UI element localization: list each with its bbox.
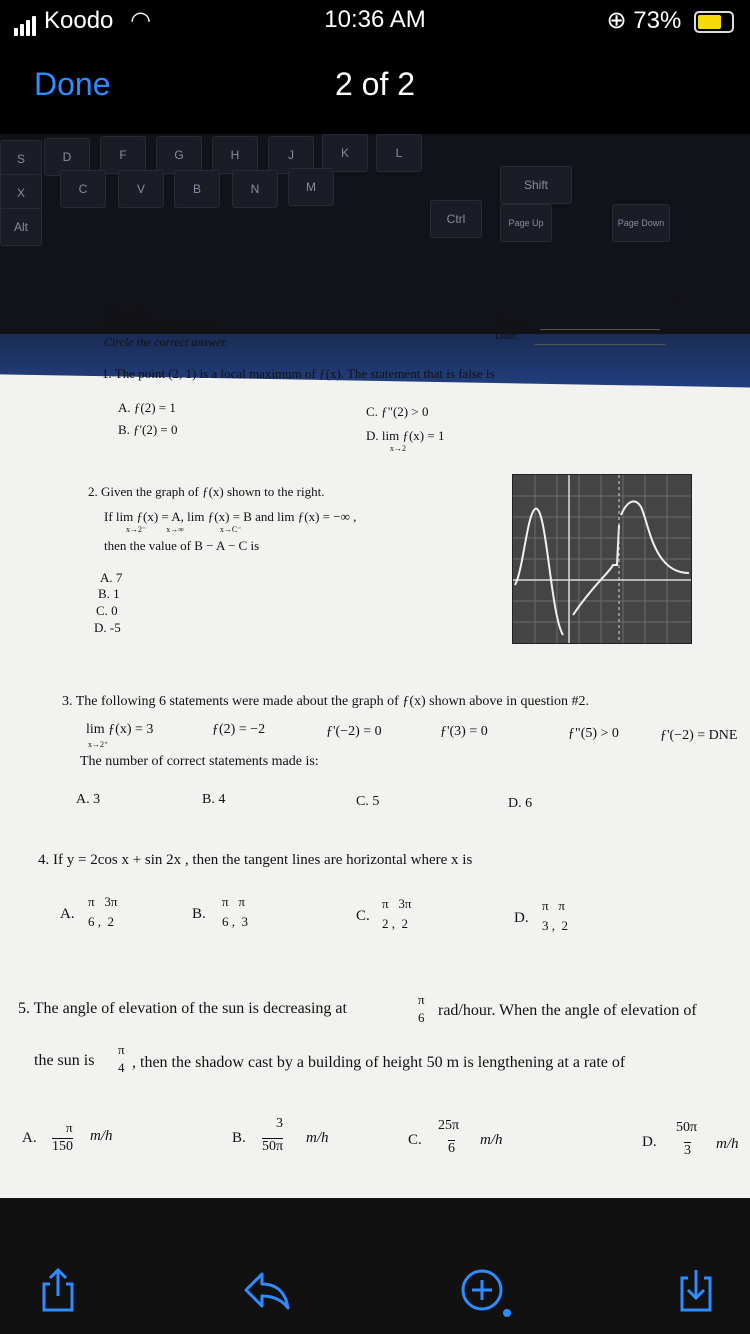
q5-text-a: 5. The angle of elevation of the sun is decreasing at — [18, 1000, 347, 1017]
q4-option-d-den: 3 , 2 — [542, 918, 568, 933]
orientation-lock-icon: ⊕ — [606, 7, 627, 34]
q2-option-d: D. -5 — [94, 620, 121, 635]
q4-option-d-num: π π — [542, 898, 565, 913]
wifi-icon: ◠ — [130, 7, 152, 34]
q5-option-d-num: 50π — [676, 1120, 698, 1135]
q2-graph — [512, 474, 692, 644]
key-shift: Shift — [500, 166, 572, 204]
key-ctrl: Ctrl — [430, 200, 482, 238]
q1-option-d: D. lim ƒ(x) = 1 — [366, 428, 445, 443]
q2-graph-drawing — [513, 475, 691, 643]
q5-text-c: the sun is — [34, 1052, 95, 1069]
key-x: X — [0, 174, 42, 212]
q3-statement-2: ƒ(2) = −2 — [212, 722, 266, 737]
q3-statement-1-sub: x→2⁺ — [88, 740, 109, 749]
q4-option-c-den: 2 , 2 — [382, 916, 408, 931]
q3-option-a: A. 3 — [76, 792, 101, 807]
page-number: 3 — [673, 294, 678, 305]
worksheet-title: Practice Final Set C — [106, 320, 218, 335]
q2-option-b: B. 1 — [98, 586, 120, 601]
q5-option-b-num: 3 — [276, 1116, 283, 1131]
clock: 10:36 AM — [324, 6, 426, 33]
bottom-toolbar — [0, 1198, 750, 1334]
instruction: Circle the correct answer. — [104, 335, 228, 349]
q5-option-b-den: 50π — [262, 1139, 284, 1154]
q5-option-d-unit: m/h — [716, 1136, 739, 1152]
key-page-down: Page Down — [612, 204, 670, 242]
key-g: G — [156, 136, 202, 174]
q5-option-b-unit: m/h — [306, 1130, 329, 1146]
navigation-bar — [0, 42, 750, 132]
photo-viewer[interactable] — [0, 134, 750, 1198]
q3-option-b: B. 4 — [202, 792, 226, 807]
key-b: B — [174, 170, 220, 208]
q2-limits: If lim ƒ(x) = A, lim ƒ(x) = B and lim ƒ(x) = −∞ , — [104, 509, 357, 524]
q5-option-a-unit: m/h — [90, 1128, 113, 1144]
q4-option-c-num: π 3π — [382, 896, 412, 911]
key-f: F — [100, 136, 146, 174]
markup-button[interactable] — [458, 1266, 506, 1314]
name-line — [540, 329, 660, 330]
q4-option-b-label: B. — [192, 906, 206, 922]
q5-option-d-label: D. — [642, 1134, 657, 1150]
q2-question: then the value of B − A − C is — [104, 538, 260, 553]
q2-option-c: C. 0 — [96, 603, 118, 618]
battery — [607, 6, 735, 35]
q4-option-a-label: A. — [60, 906, 75, 922]
share-button[interactable] — [34, 1266, 82, 1314]
q3-statement-4: ƒ'(3) = 0 — [440, 724, 488, 739]
q5-rate-num: π — [418, 992, 425, 1007]
worksheet — [0, 134, 750, 1198]
page-title: 2 of 2 — [334, 66, 416, 102]
q4-text: 4. If y = 2cos x + sin 2x , then the tangent lines are horizontal where x is — [38, 852, 473, 868]
q4-option-c-label: C. — [356, 908, 370, 924]
q5-option-b-label: B. — [232, 1130, 246, 1146]
key-n: N — [232, 170, 278, 208]
q3-option-d: D. 6 — [508, 796, 533, 811]
q5-option-d-den: 3 — [684, 1143, 691, 1158]
q3-statement-6: ƒ'(−2) = DNE — [660, 728, 738, 743]
q3-statement-3: ƒ'(−2) = 0 — [326, 724, 382, 739]
q1-option-a: A. ƒ(2) = 1 — [118, 400, 176, 415]
name-label: Name: — [495, 316, 525, 328]
key-d: D — [44, 138, 90, 176]
q5-angle-den: 4 — [118, 1060, 125, 1075]
battery-percent: 73% — [633, 7, 682, 34]
date-line — [535, 344, 665, 345]
q4-option-a-num: π 3π — [88, 894, 118, 909]
markup-icon — [458, 1266, 514, 1322]
q5-option-c-unit: m/h — [480, 1132, 503, 1148]
q5-option-c-label: C. — [408, 1132, 422, 1148]
share-icon — [34, 1266, 82, 1314]
q1-option-c: C. ƒ"(2) > 0 — [366, 404, 429, 419]
q4-option-a-den: 6 , 2 — [88, 914, 114, 929]
q4-option-d-label: D. — [514, 910, 529, 926]
q5-option-a-den: 150 — [52, 1139, 73, 1154]
q5-option-a-num: π — [66, 1120, 73, 1135]
q5-angle-num: π — [118, 1042, 125, 1057]
q2-limits-sub: x→2⁻ x→∞ x→C⁻ — [126, 525, 242, 534]
q5-text-b: rad/hour. When the angle of elevation of — [438, 1002, 697, 1019]
reply-icon — [242, 1266, 290, 1314]
q5-option-c-den: 6 — [448, 1141, 455, 1156]
key-v: V — [118, 170, 164, 208]
key-c: C — [60, 170, 106, 208]
key-l: L — [376, 134, 422, 172]
q1-text: 1. The point (2, 1) is a local maximum of ƒ(x). The statement that is false is — [102, 366, 495, 381]
status-bar — [0, 0, 750, 42]
course-name: Math 31 — [108, 306, 149, 320]
q1-option-d-sub: x→2 — [390, 444, 406, 453]
q4-option-b-den: 6 , 3 — [222, 914, 248, 929]
q5-rate-den: 6 — [418, 1010, 425, 1025]
date-label: Date: — [495, 330, 519, 342]
key-j: J — [268, 136, 314, 174]
key-k: K — [322, 134, 368, 172]
q3-statement-5: ƒ"(5) > 0 — [568, 726, 619, 741]
q4-option-b-num: π π — [222, 894, 245, 909]
key-s: S — [0, 140, 42, 178]
battery-icon — [694, 11, 734, 33]
q2-text: 2. Given the graph of ƒ(x) shown to the right. — [88, 484, 325, 499]
carrier-label: Koodo — [44, 7, 114, 34]
key-h: H — [212, 136, 258, 174]
key-alt: Alt — [0, 208, 42, 246]
q2-option-a: A. 7 — [100, 570, 123, 585]
key-page-up: Page Up — [500, 204, 552, 242]
save-icon — [672, 1266, 720, 1314]
q5-text-d: , then the shadow cast by a building of height 50 m is lengthening at a rate of — [132, 1054, 626, 1071]
q1-option-b: B. ƒ'(2) = 0 — [118, 422, 178, 437]
reply-button[interactable] — [242, 1266, 290, 1314]
key-m: M — [288, 168, 334, 206]
q3-option-c: C. 5 — [356, 794, 380, 809]
done-button[interactable]: Done — [34, 66, 111, 102]
q5-option-a-label: A. — [22, 1130, 37, 1146]
q3-text: 3. The following 6 statements were made about the graph of ƒ(x) shown above in question #2. — [62, 694, 589, 709]
q3-question: The number of correct statements made is: — [80, 754, 319, 769]
save-button[interactable] — [672, 1266, 720, 1314]
q5-option-c-num: 25π — [438, 1118, 460, 1133]
q3-statement-1: lim ƒ(x) = 3 — [86, 722, 154, 737]
